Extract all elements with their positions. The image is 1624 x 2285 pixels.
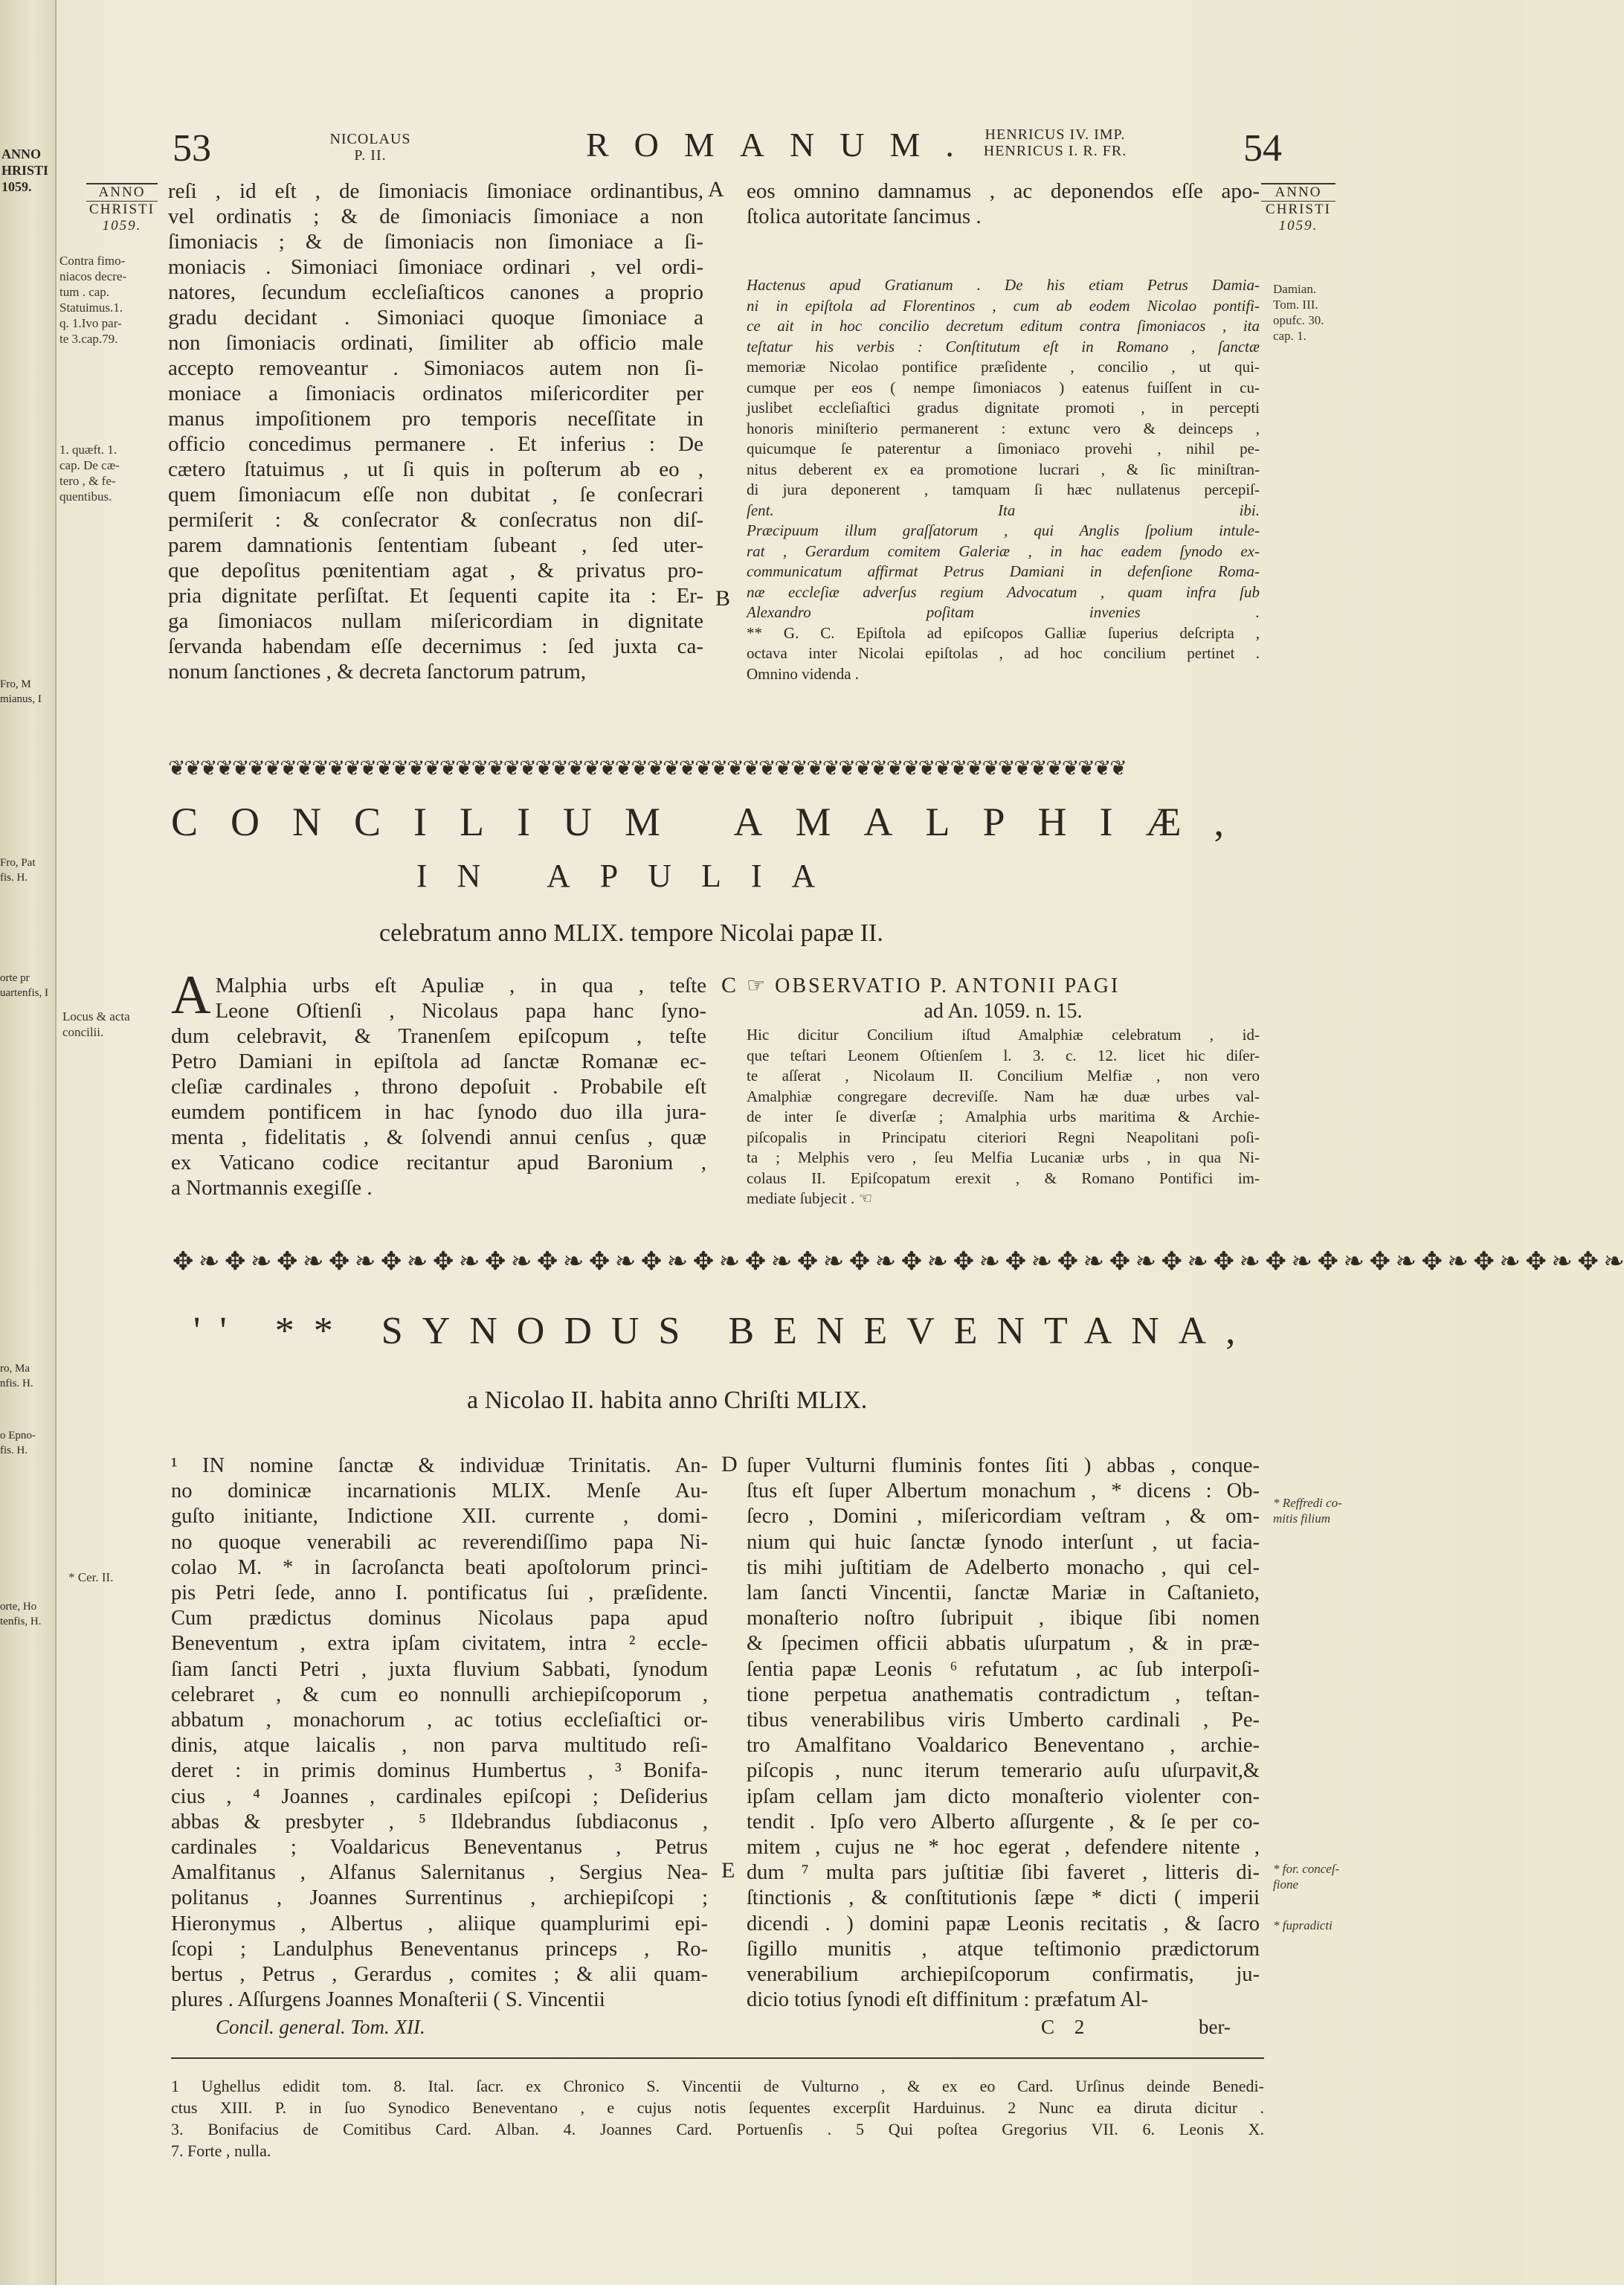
body-line: dum ⁷ multa pars juſtitiæ ſibi faveret , litteris di- [747, 1861, 1260, 1885]
note-line: octava inter Nicolai epiſtolas , ad hoc concilium pertinet . [747, 644, 1260, 662]
note-line: que teſtari Leonem Oſtienſem l. 3. c. 12. licet hic diſer- [747, 1046, 1260, 1064]
footnote-line: ctus XIII. P. in ſuo Synodico Beneventano , e cujus notis ſequentes excerpſit Harduinus. 2 Nunc ea diruta dicitur . [171, 2098, 1264, 2117]
ornament-band-middle: ✥ ❧ ✥ ❧ ✥ ❧ ✥ ❧ ✥ ❧ ✥ ❧ ✥ ❧ ✥ ❧ ✥ ❧ ✥ ❧ ✥ ❧ ✥ ❧ ✥ ❧ ✥ ❧ ✥ ❧ ✥ ❧ ✥ ❧ ✥ ❧ ✥ ❧ ✥ ❧ ✥ ❧ ✥ ❧ ✥ ❧ ✥ ❧ ✥ ❧ ✥ ❧ ✥ ❧ ✥ ❧ [173, 1248, 1624, 1276]
body-line: no quoque venerabili ac reverendiſſimo papa Ni- [171, 1530, 708, 1554]
body-line: ex Vaticano codice recitantur apud Baronium , [171, 1151, 706, 1174]
body-line: ſiam ſancti Petri , juxta fluvium Sabbati, ſynodum [171, 1657, 708, 1681]
body-line: dum celebravit, & Tranenſem epiſcopum , teſte [171, 1024, 706, 1048]
section-letter-c: C [721, 973, 737, 997]
body-line: menta , fidelitatis , & ſolvendi annui cenſus , quæ [171, 1125, 706, 1149]
note-line: teſtatur his verbis : Conſtitutum eſt in Romano , ſanctæ [747, 337, 1260, 356]
note-line: Hactenus apud Gratianum . De his etiam Petrus Damia- [747, 276, 1260, 294]
body-line: eos omnino damnamus , ac deponendos eſſe apo- [747, 179, 1260, 203]
spine-note-6: orte, Ho tenfis, H. [0, 1601, 42, 1627]
body-line: abbatum , monachorum , ac totius eccleſiaſtici or- [171, 1709, 708, 1732]
left-page-number: 53 [173, 127, 211, 170]
body-line: gradu decidant . Simoniaci quoque ſimoniace a [168, 306, 703, 330]
note-line: ** G. C. Epiſtola ad epiſcopos Galliæ ſuperius deſcripta , [747, 623, 1260, 642]
body-line: mitem , cujus ne * hoc egerat , defendere nitente , [747, 1836, 1260, 1860]
body-line: parem damnationis ſententiam ſubeant , ſed uter- [168, 533, 703, 557]
body-line: abbas & presbyter , ⁵ Ildebrandus ſubdiaconus , [171, 1810, 708, 1834]
concilium-subtitle: IN APULIA [416, 858, 845, 894]
right-page-number: 54 [1243, 127, 1282, 170]
note-line: de inter ſe diverſæ ; Amalphia urbs maritima & Archie- [747, 1108, 1260, 1125]
note-line: Amalphiæ congregare decreviſſe. Nam hæ duæ urbes val- [747, 1087, 1260, 1105]
body-line: vel ordinatis ; & de ſimoniacis ſimoniace a non [168, 205, 703, 228]
note-line: mediate ſubjecit . ☜ [747, 1189, 873, 1207]
concilium-celebration: celebratum anno MLIX. tempore Nicolai papæ II. [379, 919, 883, 947]
anno-christi-right: ANNO CHRISTI 1059. [1261, 183, 1335, 234]
footnote-rule [171, 2057, 1264, 2059]
body-line: & ſpecimen officii abbatis uſurpatum , & in præ- [747, 1632, 1260, 1656]
footnotes [171, 2075, 1264, 2162]
note-line: nitus deberent ex ea promotione lucrari , & ſic miniſtran- [747, 460, 1260, 478]
body-line: natores, ſecundum eccleſiaſticos canones a proprio [168, 280, 703, 304]
body-line: ſigillo munitis , atque teſtimonio prædictorum [747, 1937, 1260, 1961]
margin-note-quaest: 1. quæft. 1. cap. De cæ- tero , & fe- quentibus. [59, 443, 120, 504]
amalphia-left-column [171, 965, 706, 1201]
margin-note-supradicti: * fupradicti [1273, 1918, 1333, 1932]
note-line: ta ; Melphis vero , ſeu Melfia Lucaniæ urbs , in qua Ni- [747, 1148, 1260, 1166]
body-line: Malphia urbs eſt Apuliæ , in qua , teſte [215, 974, 706, 997]
book-spine [0, 0, 57, 2285]
body-line: manus impoſitionem pro temporis neceſſitate in [168, 407, 703, 431]
left-running-sub: NICOLAUS P. II. [329, 131, 411, 164]
margin-note-cer: * Cer. II. [68, 1570, 114, 1584]
body-line: tione perpetua anathematis contradictum , teſtan- [747, 1683, 1260, 1706]
body-line: ſtinctionis , & conſtitutionis ſæpe * dicti ( imperii [747, 1886, 1260, 1910]
note-line: quicumque ſe paterentur a ſimoniaco provehi , nihil pe- [747, 440, 1260, 457]
body-line: cleſiæ cardinales , throno depoſuit . Probabile eſt [171, 1075, 706, 1099]
body-line: politanus , Joannes Surrentinus , archiepiſcopi ; [171, 1886, 708, 1910]
body-line: cætero ſtatuimus , ut ſi quis in poſterum ab eo , [168, 457, 703, 481]
body-line: tibus venerabilibus viris Umberto cardinali , Pe- [747, 1709, 1260, 1732]
spine-note-4: ro, Ma nfis. H. [0, 1363, 33, 1389]
spine-note-1: Fro, M mianus, I [0, 678, 42, 705]
right-running-sub: HENRICUS IV. IMP. HENRICUS I. R. FR. [983, 126, 1127, 159]
note-line: memoriæ Nicolao pontifice præſidente , concilio , ut qui- [747, 358, 1260, 376]
body-line: lam ſancti Vincentii, ſanctæ Mariæ in Caſtanieto, [747, 1581, 1260, 1605]
body-line: ſuper Vulturni fluminis fontes ſiti ) abbas , conque- [747, 1454, 1260, 1477]
running-title: ROMANUM. [586, 126, 979, 164]
body-line: plures . Aſſurgens Joannes Monaſterii ( S. Vincentii [171, 1988, 605, 2012]
body-line: Amalfitanus , Alfanus Salernitanus , Sergius Nea- [171, 1861, 708, 1885]
body-line: Hieronymus , Albertus , aliique quamplurimi epi- [171, 1912, 708, 1935]
body-line: Leone Oſtienſi , Nicolaus papa hanc ſyno- [215, 999, 706, 1023]
note-line: juslibet eccleſiaſtici gradus dignitate promoti , in percepti [747, 399, 1260, 417]
body-line: ſentia papæ Leonis ⁶ refutatum , ac ſub interpoſi- [747, 1657, 1260, 1681]
body-line: venerabilium archiepiſcoporum confirmatis, ju- [747, 1963, 1260, 1987]
note-line: colaus II. Epiſcopatum erexit , & Romano Pontifici im- [747, 1169, 1260, 1187]
note-line: næ eccleſiæ adverſus regium Advocatum , quam infra ſub [747, 582, 1260, 601]
spine-note-5: o Epno- fis. H. [0, 1430, 36, 1456]
note-line: Alexandro poſitam invenies . [747, 603, 1260, 621]
spine-note-3: orte pr uartenfis, I [0, 972, 48, 999]
observatio-heading: ☞ OBSERVATIO P. ANTONII PAGI [747, 974, 1121, 997]
section-letter-b: B [715, 586, 731, 611]
body-line: dicio totius ſynodi eſt diffinitum : præfatum Al- [747, 1988, 1149, 2012]
body-line: cardinales ; Voaldaricus Beneventanus , Petrus [171, 1836, 708, 1860]
body-line: quem ſimoniacum eſſe non dubitat , ſe conſecrari [168, 483, 703, 507]
body-line: pria dignitate perſiſtat. Et ſequenti capite ita : Er- [168, 584, 703, 608]
section-letter-d: D [721, 1452, 738, 1476]
body-line: accepto removeantur . Simoniacos autem non ſi- [168, 356, 703, 380]
note-line: Præcipuum illum graſſatorum , qui Anglis ſpolium intule- [747, 521, 1260, 539]
body-line: tendit . Ipſo vero Alberto aſſurgente , & ſe per co- [747, 1810, 1260, 1834]
footnote-line: 1 Ughellus edidit tom. 8. Ital. ſacr. ex Chronico S. Vincentii de Vulturno , & ex eo Card. Urſinus deinde Benedi- [171, 2077, 1264, 2095]
body-line: reſi , id eſt , de ſimoniacis ſimoniace ordinantibus, [168, 179, 703, 203]
synodus-left-column [171, 1453, 708, 2013]
body-line: deret : in primis dominus Humbertus , ³ Bonifa- [171, 1759, 708, 1783]
body-line: pis Petri ſede, anno I. pontificatus ſui , præſidente. [171, 1581, 708, 1605]
margin-note-for-concess: * for. conceſ- fione [1273, 1862, 1340, 1892]
note-line: rat , Gerardum comitem Galeriæ , in hac eadem ſynodo ex- [747, 541, 1260, 560]
observatio-column [747, 973, 1260, 1209]
note-line: di jura deponerent , tamquam ſi hæc nullatenus percepiſ- [747, 481, 1260, 498]
note-line: ſent. Ita ibi. [747, 501, 1260, 519]
top-left-column [168, 179, 703, 684]
margin-note-contra-simoniacos: Contra fimo- niacos decre- tum . cap. Statuimus.1. q. 1.Ivo par- te 3.cap.79. [59, 254, 127, 346]
body-line: moniacis . Simoniaci ſimoniace ordinari , vel ordi- [168, 255, 703, 279]
synodus-subtitle: a Nicolao II. habita anno Chriſti MLIX. [467, 1386, 868, 1414]
footnote-line: 7. Forte , nulla. [171, 2141, 271, 2160]
body-line: ipſam cellam jam dicto monaſterio violenter con- [747, 1784, 1260, 1808]
note-line: Omnino videnda . [747, 664, 860, 683]
body-line: ſcopi ; Landulphus Beneventanus princeps , Ro- [171, 1937, 708, 1961]
body-line: tro Amalfitano Voaldarico Beneventano , archie- [747, 1734, 1260, 1758]
body-line: guſto initiante, Indictione XII. currente , domi- [171, 1505, 708, 1529]
body-line: bertus , Petrus , Gerardus , comites ; & alii quam- [171, 1963, 708, 1987]
body-line: ga ſimoniacos nullam miſericordiam in dignitate [168, 609, 703, 633]
synodus-right-column [747, 1453, 1260, 2013]
body-line: ſimoniacis ; & de ſimoniacis non ſimoniace a ſi- [168, 230, 703, 254]
note-line: piſcopalis in Principatu citeriori Regni Neapolitani poſi- [747, 1128, 1260, 1146]
body-line: dinis, atque laicalis , non parva multitudo reſi- [171, 1734, 708, 1758]
body-line: ſtolica autoritate ſancimus . [747, 205, 982, 228]
body-line: permiſerit : & conſecrator & conſecratus non diſ- [168, 508, 703, 532]
spine-note-2: Fro, Pat fis. H. [0, 857, 36, 884]
top-right-body [747, 179, 1260, 229]
signature-mark: C 2 [1041, 2016, 1092, 2038]
note-line: Hic dicitur Concilium iſtud Amalphiæ celebratum , id- [747, 1026, 1260, 1044]
footnote-line: 3. Bonifacius de Comitibus Card. Alban. 4. Joannes Card. Portuenſis . 5 Qui poſtea Gregorius VII. 6. Leonis X. [171, 2120, 1264, 2138]
top-right-notes [747, 275, 1260, 684]
note-line: cumque per eos ( nempe ſimoniacos ) eatenus fuiſſent in cu- [747, 378, 1260, 396]
body-line: que depoſitus pœnitentiam agat , & privatus pro- [168, 559, 703, 582]
note-line: ni in epiſtola ad Florentinos , cum ab eodem Nicolao pontifi- [747, 296, 1260, 315]
signature-left: Concil. general. Tom. XII. [216, 2016, 425, 2038]
synodus-title: '' ** SYNODUS BENEVENTANA, [193, 1310, 1255, 1352]
note-line: communicatum affirmat Petrus Damiani in defenſione Roma- [747, 562, 1260, 580]
body-line: cius , ⁴ Joannes , cardinales epiſcopi ; Deſiderius [171, 1784, 708, 1808]
body-line: ſervanda habendam eſſe decernimus : ſed juxta ca- [168, 634, 703, 658]
body-line: eumdem pontificem in hac ſynodo duo illa jura- [171, 1100, 706, 1124]
body-line: nonum ſanctiones , & decreta ſanctorum patrum, [168, 660, 587, 684]
body-line: celebraret , & cum eo nonnulli archiepiſcoporum , [171, 1683, 708, 1706]
body-line: moniace a ſimoniacis ordinatos miſericorditer per [168, 382, 703, 405]
note-line: honoris miniſterio permanerent : extunc vero & deinceps , [747, 419, 1260, 437]
body-line: monaſterio noſtro ſubripuit , ibique ſibi nomen [747, 1607, 1260, 1630]
body-line: dicendi . ) domini papæ Leonis recitatis , & ſacro [747, 1912, 1260, 1935]
body-line: tis mihi juſtitiam de Adelberto monacho , qui cel- [747, 1555, 1260, 1579]
note-line: te aſſerat , Nicolaum II. Concilium Melfiæ , non vero [747, 1067, 1260, 1084]
anno-christi-left: ANNO CHRISTI 1059. [86, 183, 158, 234]
section-letter-a: A [708, 177, 724, 202]
body-line: Beneventum , extra ipſam civitatem, intra ² eccle- [171, 1632, 708, 1656]
body-line: ſecro , Domini , miſericordiam veſtram , & om- [747, 1505, 1260, 1529]
body-line: Petro Damiani in epiſtola ad ſanctæ Romanæ ec- [171, 1050, 706, 1073]
body-line: non ſimoniacis ordinati, ſimiliter ab officio male [168, 331, 703, 355]
section-letter-e: E [721, 1858, 735, 1883]
body-line: Cum prædictus dominus Nicolaus papa apud [171, 1607, 708, 1630]
drop-cap-a: A [171, 965, 211, 1026]
body-line: ¹ IN nomine ſanctæ & individuæ Trinitatis. An- [171, 1454, 708, 1477]
body-line: ſtus eſt ſuper Albertum monachum , * dicens : Ob- [747, 1479, 1260, 1503]
body-line: no dominicæ incarnationis MLIX. Menſe Au- [171, 1479, 708, 1503]
margin-note-reffredi: * Reffredi co- mitis filium [1273, 1496, 1342, 1526]
observatio-subheading: ad An. 1059. n. 15. [924, 1000, 1083, 1023]
ornament-band-top: ❦❦❦❦❦❦❦❦❦❦❦❦❦❦❦❦❦❦❦❦❦❦❦❦❦❦❦❦❦❦❦❦❦❦❦❦❦❦❦❦❦❦❦❦❦❦❦❦❦❦❦❦❦❦❦❦❦❦❦❦ [168, 757, 1126, 780]
body-line: a Nortmannis exegiſſe . [171, 1176, 373, 1200]
catchword: ber- [1199, 2016, 1231, 2038]
body-line: officio concedimus permanere . Et inferius : De [168, 432, 703, 456]
body-line: colao M. * in ſacroſancta beati apoſtolorum princi- [171, 1555, 708, 1579]
note-line: ce ait in hoc concilio decretum editum contra ſimoniacos , ita [747, 317, 1260, 335]
spine-anno: ANNO HRISTI 1059. [1, 147, 49, 194]
margin-note-locus: Locus & acta concilii. [62, 1009, 130, 1039]
body-line: piſcopis , nunc iterum temerario auſu uſurpavit,& [747, 1759, 1260, 1783]
margin-note-damian: Damian. Tom. III. opufc. 30. cap. 1. [1273, 282, 1324, 343]
body-line: nium qui huic ſanctæ ſynodo interſunt , ut facia- [747, 1530, 1260, 1554]
concilium-title: CONCILIUM AMALPHIÆ, [171, 800, 1257, 844]
